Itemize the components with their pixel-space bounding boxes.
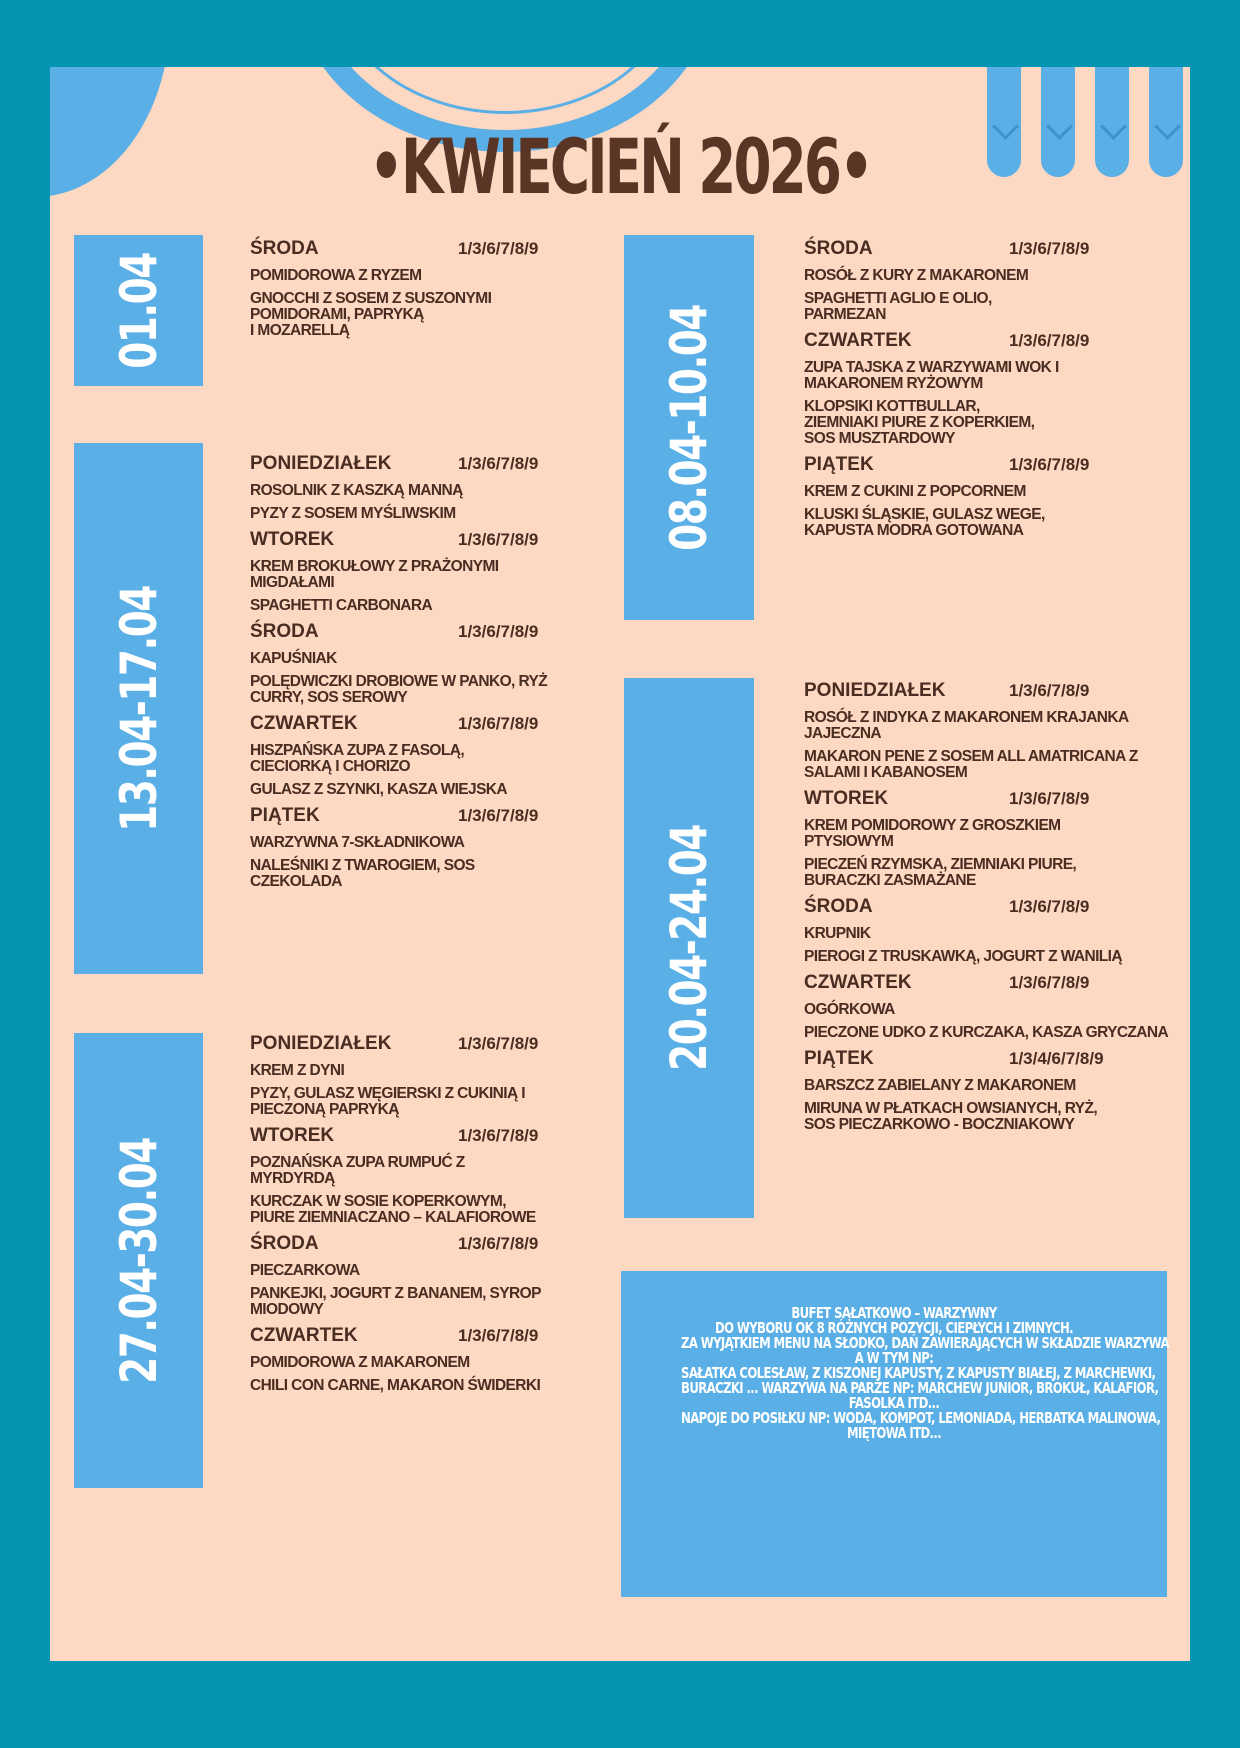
- day-heading: [804, 1048, 1168, 1073]
- dish-item: SPAGHETTI CARBONARA: [250, 597, 433, 614]
- date-band-1304: [74, 443, 203, 974]
- day-heading: [804, 788, 1168, 813]
- dish-item: KREM POMIDOROWY Z GROSZKIEM PTYSIOWYM: [804, 817, 1061, 850]
- allergen-codes: 1/3/6/7/8/9: [458, 714, 539, 733]
- dish-item: ZUPA TAJSKA Z WARZYWAMI WOK I MAKARONEM RYŻOWYM: [804, 359, 1059, 392]
- dish-item: MAKARON PENE Z SOSEM ALL AMATRICANA Z SALAMI I KABANOSEM: [804, 748, 1138, 781]
- dish-item: ROSOLNIK Z KASZKĄ MANNĄ: [250, 482, 463, 499]
- day-heading: [250, 1325, 541, 1350]
- day-name: ŚRODA: [250, 238, 319, 259]
- dish-item: PIECZEŃ RZYMSKA, ZIEMNIAKI PIURE, BURACZKI ZASMAŻANE: [804, 856, 1077, 889]
- fork-tine: [1149, 67, 1183, 177]
- dish-item: KREM Z CUKINI Z POPCORNEM: [804, 483, 1026, 500]
- allergen-codes: 1/3/6/7/8/9: [1009, 331, 1090, 350]
- date-band-2004: [624, 678, 754, 1218]
- date-band-2704: [74, 1033, 203, 1488]
- date-label: 20.04-24.04: [660, 825, 718, 1071]
- allergen-codes: 1/3/6/7/8/9: [1009, 897, 1090, 916]
- allergen-codes: 1/3/6/7/8/9: [1009, 455, 1090, 474]
- dish-item: BARSZCZ ZABIELANY Z MAKARONEM: [804, 1077, 1076, 1094]
- allergen-codes: 1/3/6/7/8/9: [458, 1034, 539, 1053]
- day-heading: [804, 896, 1168, 921]
- dish-item: PYZY, GULASZ WĘGIERSKI Z CUKINIĄ I PIECZONĄ PAPRYKĄ: [250, 1085, 525, 1118]
- day-name: CZWARTEK: [804, 972, 912, 993]
- menu-block: [250, 450, 547, 897]
- day-name: ŚRODA: [250, 621, 319, 642]
- menu-page: [50, 67, 1190, 1661]
- decorative-shape: [50, 67, 170, 197]
- day-heading: [250, 529, 547, 554]
- day-name: PONIEDZIAŁEK: [250, 1033, 392, 1054]
- dish-item: ROSÓŁ Z KURY Z MAKARONEM: [804, 267, 1029, 284]
- dish-item: KREM BROKUŁOWY Z PRAŻONYMI MIGDAŁAMI: [250, 558, 499, 591]
- dish-item: GNOCCHI Z SOSEM Z SUSZONYMI POMIDORAMI, PAPRYKĄ I MOZARELLĄ: [250, 290, 492, 339]
- day-heading: [250, 713, 547, 738]
- allergen-codes: 1/3/6/7/8/9: [458, 530, 539, 549]
- day-heading: [250, 1233, 541, 1258]
- day-name: WTOREK: [804, 788, 889, 809]
- dish-item: KAPUŚNIAK: [250, 650, 337, 667]
- dish-item: PANKEJKI, JOGURT Z BANANEM, SYROP MIODOWY: [250, 1285, 541, 1318]
- buffet-line: BUFET SAŁATKOWO – WARZYWNY: [791, 1304, 997, 1322]
- day-name: CZWARTEK: [804, 330, 912, 351]
- dish-item: KRUPNIK: [804, 925, 871, 942]
- buffet-line: FASOLKA ITD...: [848, 1394, 940, 1412]
- day-heading: [250, 1125, 541, 1150]
- dish-item: POMIDOROWA Z RYZEM: [250, 267, 422, 284]
- dish-item: PYZY Z SOSEM MYŚLIWSKIM: [250, 505, 456, 522]
- day-name: ŚRODA: [250, 1233, 319, 1254]
- dish-item: HISZPAŃSKA ZUPA Z FASOLĄ, CIECIORKĄ I CHORIZO: [250, 742, 465, 775]
- dish-item: KLOPSIKI KOTTBULLAR, ZIEMNIAKI PIURE Z KOPERKIEM, SOS MUSZTARDOWY: [804, 398, 1035, 447]
- allergen-codes: 1/3/6/7/8/9: [458, 239, 539, 258]
- dish-item: POZNAŃSKA ZUPA RUMPUĆ Z MYRDYRDĄ: [250, 1154, 465, 1187]
- day-heading: [250, 453, 547, 478]
- day-name: WTOREK: [250, 1125, 335, 1146]
- day-heading: [804, 454, 1090, 479]
- dish-item: GULASZ Z SZYNKI, KASZA WIEJSKA: [250, 781, 507, 798]
- buffet-line: ZA WYJĄTKIEM MENU NA SŁODKO, DAŃ ZAWIERAJĄCYCH W SKŁADZIE WARZYWA: [681, 1334, 1169, 1352]
- day-name: PONIEDZIAŁEK: [250, 453, 392, 474]
- day-name: PIĄTEK: [804, 1048, 874, 1069]
- day-heading: [804, 680, 1168, 705]
- fork-tine: [1041, 67, 1075, 177]
- allergen-codes: 1/3/6/7/8/9: [1009, 973, 1090, 992]
- day-name: PIĄTEK: [250, 805, 320, 826]
- buffet-line: DO WYBORU OK 8 RÓŻNYCH POZYCJI, CIEPŁYCH I ZIMNYCH.: [715, 1319, 1073, 1337]
- day-name: CZWARTEK: [250, 1325, 358, 1346]
- menu-block: [250, 1030, 541, 1401]
- dish-item: CHILI CON CARNE, MAKARON ŚWIDERKI: [250, 1377, 541, 1394]
- dish-item: KREM Z DYNI: [250, 1062, 345, 1079]
- allergen-codes: 1/3/6/7/8/9: [458, 454, 539, 473]
- day-heading: [804, 972, 1168, 997]
- dish-item: KURCZAK W SOSIE KOPERKOWYM, PIURE ZIEMNIACZANO – KALAFIOROWE: [250, 1193, 536, 1226]
- buffet-line: NAPOJE DO POSIŁKU NP: WODA, KOMPOT, LEMONIADA, HERBATKA MALINOWA,: [681, 1409, 1161, 1427]
- day-heading: [804, 238, 1090, 263]
- menu-block: [804, 677, 1168, 1140]
- dish-item: MIRUNA W PŁATKACH OWSIANYCH, RYŻ, SOS PIECZARKOWO - BOCZNIAKOWY: [804, 1100, 1098, 1133]
- allergen-codes: 1/3/6/7/8/9: [458, 1234, 539, 1253]
- dish-item: SPAGHETTI AGLIO E OLIO, PARMEZAN: [804, 290, 992, 323]
- dish-item: POMIDOROWA Z MAKARONEM: [250, 1354, 470, 1371]
- allergen-codes: 1/3/6/7/8/9: [458, 1326, 539, 1345]
- date-label: 13.04-17.04: [109, 585, 168, 832]
- day-name: WTOREK: [250, 529, 335, 550]
- date-label: 08.04-10.04: [660, 304, 718, 551]
- allergen-codes: 1/3/6/7/8/9: [458, 1126, 539, 1145]
- day-heading: [804, 330, 1090, 355]
- day-heading: [250, 805, 547, 830]
- allergen-codes: 1/3/6/7/8/9: [458, 806, 539, 825]
- dish-item: ROSÓŁ Z INDYKA Z MAKARONEM KRAJANKA JAJECZNA: [804, 709, 1129, 742]
- buffet-line: MIĘTOWA ITD...: [846, 1424, 942, 1442]
- day-heading: [250, 1033, 541, 1058]
- dish-item: PIECZARKOWA: [250, 1262, 360, 1279]
- allergen-codes: 1/3/6/7/8/9: [1009, 789, 1090, 808]
- buffet-line: BURACZKI ... WARZYWA NA PARZE NP: MARCHEW JUNIOR, BROKUŁ, KALAFIOR,: [681, 1379, 1159, 1397]
- day-name: ŚRODA: [804, 238, 873, 259]
- buffet-text: [681, 1304, 1169, 1442]
- buffet-line: SAŁATKA COLESŁAW, Z KISZONEJ KAPUSTY, Z KAPUSTY BIAŁEJ, Z MARCHEWKI,: [681, 1364, 1156, 1382]
- dish-item: PIEROGI Z TRUSKAWKĄ, JOGURT Z WANILIĄ: [804, 948, 1122, 965]
- allergen-codes: 1/3/6/7/8/9: [458, 622, 539, 641]
- day-heading: [250, 238, 539, 263]
- menu-block: [804, 235, 1090, 546]
- dish-item: NALEŚNIKI Z TWAROGIEM, SOS CZEKOLADA: [250, 857, 475, 890]
- date-label: 27.04-30.04: [109, 1137, 168, 1384]
- allergen-codes: 1/3/4/6/7/8/9: [1009, 1049, 1104, 1068]
- dish-item: KLUSKI ŚLĄSKIE, GULASZ WEGE, KAPUSTA MODRA GOTOWANA: [804, 506, 1045, 539]
- dish-item: OGÓRKOWA: [804, 1001, 895, 1018]
- day-heading: [250, 621, 547, 646]
- day-name: PIĄTEK: [804, 454, 874, 475]
- day-name: CZWARTEK: [250, 713, 358, 734]
- dish-item: PIECZONE UDKO Z KURCZAKA, KASZA GRYCZANA: [804, 1024, 1169, 1041]
- day-name: PONIEDZIAŁEK: [804, 680, 946, 701]
- allergen-codes: 1/3/6/7/8/9: [1009, 681, 1090, 700]
- date-label: 01.04: [109, 252, 168, 369]
- fork-tine: [1095, 67, 1129, 177]
- date-band-0104: [74, 235, 203, 386]
- dish-item: WARZYWNA 7-SKŁADNIKOWA: [250, 834, 465, 851]
- date-band-0804: [624, 235, 754, 620]
- menu-block: [250, 235, 539, 346]
- page-title: •KWIECIEŃ 2026•: [368, 122, 872, 211]
- buffet-line: A W TYM NP:: [854, 1349, 934, 1367]
- day-name: ŚRODA: [804, 896, 873, 917]
- dish-item: POLĘDWICZKI DROBIOWE W PANKO, RYŻ CURRY, SOS SEROWY: [250, 673, 548, 706]
- allergen-codes: 1/3/6/7/8/9: [1009, 239, 1090, 258]
- buffet-info-box: [621, 1271, 1167, 1597]
